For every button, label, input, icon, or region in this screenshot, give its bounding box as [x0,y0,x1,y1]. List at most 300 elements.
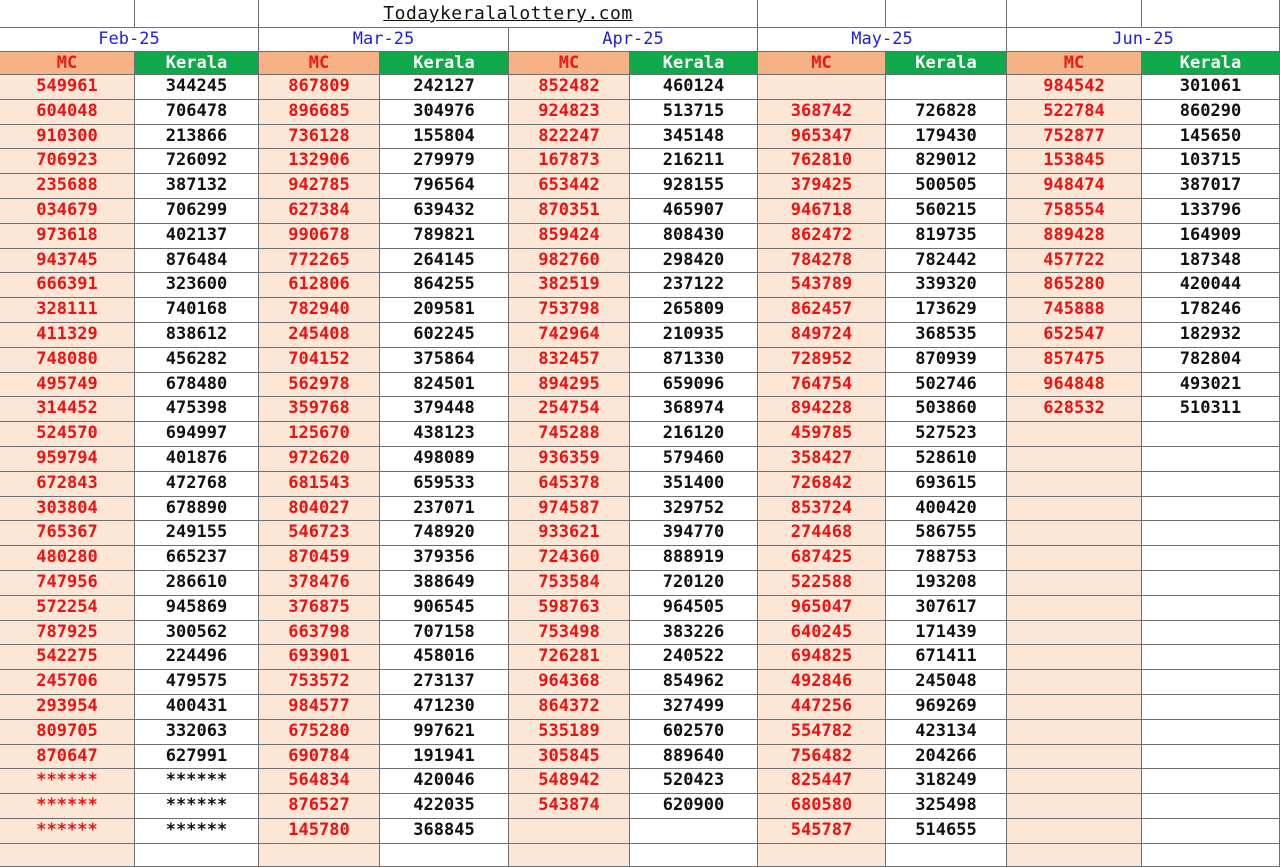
kerala-result-cell: 945869 [135,596,259,621]
kerala-result-cell: 627991 [135,745,259,770]
kerala-result-cell: 860290 [1142,100,1280,125]
kerala-result-cell: 245048 [886,670,1007,695]
site-title: Todaykeralalottery.com [259,0,758,28]
kerala-result-cell: 423134 [886,720,1007,745]
mc-result-cell: 745888 [1007,298,1142,323]
mc-result-cell: 832457 [509,348,630,373]
mc-result-cell: 652547 [1007,323,1142,348]
kerala-result-cell: 323600 [135,273,259,298]
kerala-result-cell: 808430 [630,224,758,249]
mc-result-cell: 562978 [259,373,380,398]
mc-result-cell: 145780 [259,819,380,844]
kerala-result-cell: 819735 [886,224,1007,249]
kerala-result-cell: 279979 [380,149,509,174]
kerala-result-cell: ****** [135,769,259,794]
blank-cell [135,0,259,28]
mc-result-cell: 549961 [0,75,135,100]
mc-result-cell: 864372 [509,695,630,720]
kerala-result-cell: 789821 [380,224,509,249]
mc-result-cell: 782940 [259,298,380,323]
kerala-result-cell [886,844,1007,867]
kerala-column-header: Kerala [886,52,1007,75]
mc-result-cell [509,844,630,867]
mc-result-cell: 747956 [0,571,135,596]
mc-result-cell: 543789 [758,273,886,298]
mc-result-cell: 870351 [509,199,630,224]
mc-result-cell [1007,670,1142,695]
mc-result-cell [0,844,135,867]
mc-result-cell: ****** [0,819,135,844]
mc-result-cell: 522784 [1007,100,1142,125]
mc-result-cell [1007,645,1142,670]
kerala-result-cell: 249155 [135,521,259,546]
kerala-result-cell: 329752 [630,497,758,522]
kerala-column-header: Kerala [630,52,758,75]
mc-result-cell: 742964 [509,323,630,348]
kerala-result-cell: 889640 [630,745,758,770]
kerala-result-cell: 179430 [886,125,1007,150]
kerala-result-cell: 400420 [886,497,1007,522]
mc-result-cell: 736128 [259,125,380,150]
kerala-result-cell: 520423 [630,769,758,794]
mc-result-cell: 681543 [259,472,380,497]
kerala-result-cell: 339320 [886,273,1007,298]
mc-result-cell: 964368 [509,670,630,695]
kerala-result-cell: 720120 [630,571,758,596]
mc-result-cell: 376875 [259,596,380,621]
kerala-result-cell: 678890 [135,497,259,522]
mc-result-cell: 896685 [259,100,380,125]
mc-result-cell: 859424 [509,224,630,249]
kerala-result-cell [1142,720,1280,745]
kerala-result-cell: 693615 [886,472,1007,497]
kerala-result-cell: 465907 [630,199,758,224]
kerala-result-cell: 422035 [380,794,509,819]
mc-result-cell: 459785 [758,422,886,447]
mc-result-cell: 809705 [0,720,135,745]
mc-result-cell: 924823 [509,100,630,125]
kerala-result-cell: 368535 [886,323,1007,348]
kerala-result-cell [135,844,259,867]
kerala-result-cell: 318249 [886,769,1007,794]
kerala-result-cell: 997621 [380,720,509,745]
kerala-result-cell: 213866 [135,125,259,150]
kerala-result-cell: 928155 [630,174,758,199]
mc-result-cell: 542275 [0,645,135,670]
kerala-result-cell: 193208 [886,571,1007,596]
mc-result-cell: 480280 [0,546,135,571]
mc-result-cell: 303804 [0,497,135,522]
mc-result-cell: 726281 [509,645,630,670]
kerala-result-cell: 240522 [630,645,758,670]
kerala-result-cell: 387132 [135,174,259,199]
mc-result-cell: 379425 [758,174,886,199]
kerala-result-cell: 513715 [630,100,758,125]
mc-result-cell: 753798 [509,298,630,323]
kerala-result-cell: 401876 [135,447,259,472]
kerala-result-cell: 103715 [1142,149,1280,174]
kerala-column-header: Kerala [1142,52,1280,75]
mc-result-cell: 125670 [259,422,380,447]
mc-result-cell: 628532 [1007,397,1142,422]
kerala-result-cell: 472768 [135,472,259,497]
kerala-result-cell: 964505 [630,596,758,621]
mc-result-cell: 153845 [1007,149,1142,174]
mc-result-cell: 572254 [0,596,135,621]
kerala-result-cell: 400431 [135,695,259,720]
kerala-column-header: Kerala [135,52,259,75]
mc-result-cell [1007,844,1142,867]
kerala-result-cell: 300562 [135,621,259,646]
mc-result-cell: 545787 [758,819,886,844]
mc-result-cell: 293954 [0,695,135,720]
kerala-result-cell: 264145 [380,249,509,274]
blank-cell [886,0,1007,28]
mc-result-cell: 822247 [509,125,630,150]
mc-result-cell: 687425 [758,546,886,571]
mc-result-cell: 305845 [509,745,630,770]
kerala-result-cell [1142,844,1280,867]
kerala-result-cell: 876484 [135,249,259,274]
mc-result-cell: 495749 [0,373,135,398]
mc-column-header: MC [509,52,630,75]
kerala-result-cell: ****** [135,819,259,844]
mc-result-cell: 693901 [259,645,380,670]
mc-result-cell: 598763 [509,596,630,621]
kerala-result-cell [1142,769,1280,794]
mc-result-cell: 382519 [509,273,630,298]
kerala-result-cell: 164909 [1142,224,1280,249]
mc-result-cell: 748080 [0,348,135,373]
kerala-result-cell: 493021 [1142,373,1280,398]
kerala-result-cell: 171439 [886,621,1007,646]
kerala-result-cell [1142,794,1280,819]
mc-result-cell [1007,546,1142,571]
mc-result-cell [1007,521,1142,546]
mc-result-cell: ****** [0,794,135,819]
kerala-result-cell [1142,670,1280,695]
kerala-result-cell: 265809 [630,298,758,323]
kerala-result-cell: 502746 [886,373,1007,398]
mc-result-cell [1007,472,1142,497]
mc-column-header: MC [259,52,380,75]
mc-result-cell: 548942 [509,769,630,794]
mc-result-cell: 964848 [1007,373,1142,398]
mc-result-cell: 694825 [758,645,886,670]
kerala-result-cell [1142,596,1280,621]
kerala-result-cell: 438123 [380,422,509,447]
kerala-result-cell: 379448 [380,397,509,422]
mc-result-cell [1007,720,1142,745]
mc-result-cell: 627384 [259,199,380,224]
mc-result-cell: 663798 [259,621,380,646]
kerala-result-cell: 420044 [1142,273,1280,298]
kerala-result-cell: 560215 [886,199,1007,224]
mc-result-cell: 666391 [0,273,135,298]
kerala-result-cell: 678480 [135,373,259,398]
mc-result-cell: 378476 [259,571,380,596]
kerala-result-cell: 209581 [380,298,509,323]
mc-result-cell: 314452 [0,397,135,422]
kerala-result-cell: 888919 [630,546,758,571]
mc-result-cell: 167873 [509,149,630,174]
mc-result-cell: 984577 [259,695,380,720]
mc-result-cell: 706923 [0,149,135,174]
mc-result-cell: 254754 [509,397,630,422]
mc-result-cell: 604048 [0,100,135,125]
mc-result-cell: 787925 [0,621,135,646]
kerala-result-cell [1142,546,1280,571]
mc-result-cell: 640245 [758,621,886,646]
mc-column-header: MC [1007,52,1142,75]
mc-result-cell: 910300 [0,125,135,150]
mc-result-cell [1007,447,1142,472]
mc-result-cell: 973618 [0,224,135,249]
kerala-result-cell: 383226 [630,621,758,646]
kerala-result-cell: 379356 [380,546,509,571]
mc-column-header: MC [0,52,135,75]
kerala-result-cell: 510311 [1142,397,1280,422]
kerala-result-cell: 528610 [886,447,1007,472]
mc-result-cell: 765367 [0,521,135,546]
mc-result-cell: 889428 [1007,224,1142,249]
kerala-result-cell: 854962 [630,670,758,695]
kerala-result-cell: 388649 [380,571,509,596]
kerala-result-cell: 387017 [1142,174,1280,199]
kerala-result-cell: 458016 [380,645,509,670]
kerala-result-cell [1142,497,1280,522]
kerala-result-cell: 325498 [886,794,1007,819]
mc-result-cell: 645378 [509,472,630,497]
mc-result-cell: 852482 [509,75,630,100]
kerala-result-cell: 824501 [380,373,509,398]
mc-result-cell: 358427 [758,447,886,472]
mc-result-cell: 762810 [758,149,886,174]
kerala-result-cell [886,75,1007,100]
blank-cell [0,0,135,28]
kerala-result-cell: 503860 [886,397,1007,422]
kerala-result-cell: 906545 [380,596,509,621]
kerala-result-cell [630,819,758,844]
kerala-result-cell [1142,521,1280,546]
mc-result-cell: 990678 [259,224,380,249]
mc-result-cell: 726842 [758,472,886,497]
mc-result-cell: 959794 [0,447,135,472]
mc-result-cell: 982760 [509,249,630,274]
kerala-result-cell [380,844,509,867]
kerala-result-cell: 298420 [630,249,758,274]
kerala-result-cell: 191941 [380,745,509,770]
mc-result-cell: 849724 [758,323,886,348]
kerala-result-cell: 602245 [380,323,509,348]
kerala-result-cell: 665237 [135,546,259,571]
mc-result-cell: 942785 [259,174,380,199]
kerala-result-cell: 155804 [380,125,509,150]
kerala-result-cell [1142,571,1280,596]
mc-result-cell: 974587 [509,497,630,522]
month-label: Feb-25 [0,28,259,52]
mc-result-cell [1007,571,1142,596]
kerala-result-cell: 204266 [886,745,1007,770]
kerala-result-cell: 394770 [630,521,758,546]
mc-result-cell [1007,596,1142,621]
mc-result-cell: 675280 [259,720,380,745]
kerala-result-cell: 498089 [380,447,509,472]
kerala-result-cell: 307617 [886,596,1007,621]
kerala-result-cell: 475398 [135,397,259,422]
month-label: Apr-25 [509,28,758,52]
kerala-result-cell: 301061 [1142,75,1280,100]
mc-result-cell: 862457 [758,298,886,323]
blank-cell [1007,0,1142,28]
mc-result-cell: 328111 [0,298,135,323]
mc-result-cell: 857475 [1007,348,1142,373]
kerala-result-cell [1142,695,1280,720]
kerala-result-cell: 740168 [135,298,259,323]
mc-result-cell: 564834 [259,769,380,794]
mc-result-cell: 546723 [259,521,380,546]
mc-result-cell: 447256 [758,695,886,720]
mc-result-cell: 653442 [509,174,630,199]
kerala-result-cell: 479575 [135,670,259,695]
kerala-result-cell: 237071 [380,497,509,522]
kerala-result-cell: 726092 [135,149,259,174]
kerala-result-cell: 304976 [380,100,509,125]
mc-result-cell: 132906 [259,149,380,174]
mc-result-cell: 936359 [509,447,630,472]
kerala-result-cell: 273137 [380,670,509,695]
blank-cell [1142,0,1280,28]
mc-result-cell: 753584 [509,571,630,596]
kerala-result-cell: 368845 [380,819,509,844]
mc-result-cell: 894295 [509,373,630,398]
kerala-result-cell: 706299 [135,199,259,224]
mc-result-cell: 704152 [259,348,380,373]
kerala-result-cell [1142,745,1280,770]
kerala-result-cell: 216120 [630,422,758,447]
mc-result-cell [758,844,886,867]
mc-result-cell: 764754 [758,373,886,398]
mc-result-cell: 876527 [259,794,380,819]
kerala-result-cell [1142,621,1280,646]
kerala-result-cell: ****** [135,794,259,819]
kerala-result-cell: 178246 [1142,298,1280,323]
mc-result-cell: 853724 [758,497,886,522]
mc-result-cell: 965047 [758,596,886,621]
month-label: May-25 [758,28,1007,52]
kerala-result-cell: 242127 [380,75,509,100]
kerala-result-cell: 706478 [135,100,259,125]
mc-result-cell [1007,422,1142,447]
mc-result-cell: 368742 [758,100,886,125]
kerala-result-cell: 327499 [630,695,758,720]
kerala-result-cell [1142,422,1280,447]
mc-result-cell [1007,497,1142,522]
kerala-result-cell [1142,819,1280,844]
kerala-result-cell: 620900 [630,794,758,819]
kerala-result-cell: 586755 [886,521,1007,546]
mc-result-cell: 034679 [0,199,135,224]
kerala-result-cell: 216211 [630,149,758,174]
mc-result-cell: 870459 [259,546,380,571]
mc-result-cell: 965347 [758,125,886,150]
mc-result-cell: 753572 [259,670,380,695]
kerala-result-cell: 471230 [380,695,509,720]
mc-result-cell: 758554 [1007,199,1142,224]
mc-result-cell [1007,695,1142,720]
mc-result-cell: 728952 [758,348,886,373]
mc-result-cell: 359768 [259,397,380,422]
mc-result-cell: 535189 [509,720,630,745]
kerala-result-cell: 460124 [630,75,758,100]
kerala-result-cell: 639432 [380,199,509,224]
kerala-result-cell: 602570 [630,720,758,745]
mc-result-cell: 867809 [259,75,380,100]
mc-result-cell [758,75,886,100]
kerala-result-cell: 187348 [1142,249,1280,274]
mc-result-cell: 524570 [0,422,135,447]
mc-result-cell: 972620 [259,447,380,472]
kerala-result-cell: 796564 [380,174,509,199]
mc-result-cell [1007,745,1142,770]
kerala-result-cell: 694997 [135,422,259,447]
kerala-result-cell: 829012 [886,149,1007,174]
mc-result-cell: 554782 [758,720,886,745]
mc-result-cell: 543874 [509,794,630,819]
mc-result-cell: 522588 [758,571,886,596]
mc-result-cell [1007,621,1142,646]
kerala-result-cell: 133796 [1142,199,1280,224]
kerala-result-cell [1142,447,1280,472]
mc-result-cell: 245408 [259,323,380,348]
kerala-result-cell: 402137 [135,224,259,249]
mc-result-cell [1007,819,1142,844]
kerala-result-cell: 368974 [630,397,758,422]
kerala-result-cell: 224496 [135,645,259,670]
kerala-result-cell: 527523 [886,422,1007,447]
blank-cell [758,0,886,28]
kerala-result-cell: 782442 [886,249,1007,274]
mc-result-cell: 772265 [259,249,380,274]
kerala-result-cell: 420046 [380,769,509,794]
kerala-result-cell: 375864 [380,348,509,373]
month-label: Jun-25 [1007,28,1280,52]
kerala-result-cell: 782804 [1142,348,1280,373]
mc-result-cell: 825447 [758,769,886,794]
kerala-result-cell: 210935 [630,323,758,348]
kerala-result-cell: 864255 [380,273,509,298]
mc-result-cell: 245706 [0,670,135,695]
kerala-result-cell: 145650 [1142,125,1280,150]
kerala-result-cell [1142,472,1280,497]
mc-result-cell: 235688 [0,174,135,199]
mc-result-cell: 492846 [758,670,886,695]
kerala-result-cell: 237122 [630,273,758,298]
mc-result-cell: ****** [0,769,135,794]
kerala-result-cell: 671411 [886,645,1007,670]
kerala-result-cell: 748920 [380,521,509,546]
mc-result-cell: 862472 [758,224,886,249]
kerala-result-cell: 182932 [1142,323,1280,348]
kerala-result-cell: 579460 [630,447,758,472]
mc-result-cell: 745288 [509,422,630,447]
mc-result-cell: 784278 [758,249,886,274]
mc-result-cell: 946718 [758,199,886,224]
kerala-result-cell: 344245 [135,75,259,100]
kerala-result-cell: 286610 [135,571,259,596]
kerala-result-cell: 838612 [135,323,259,348]
kerala-result-cell: 659096 [630,373,758,398]
